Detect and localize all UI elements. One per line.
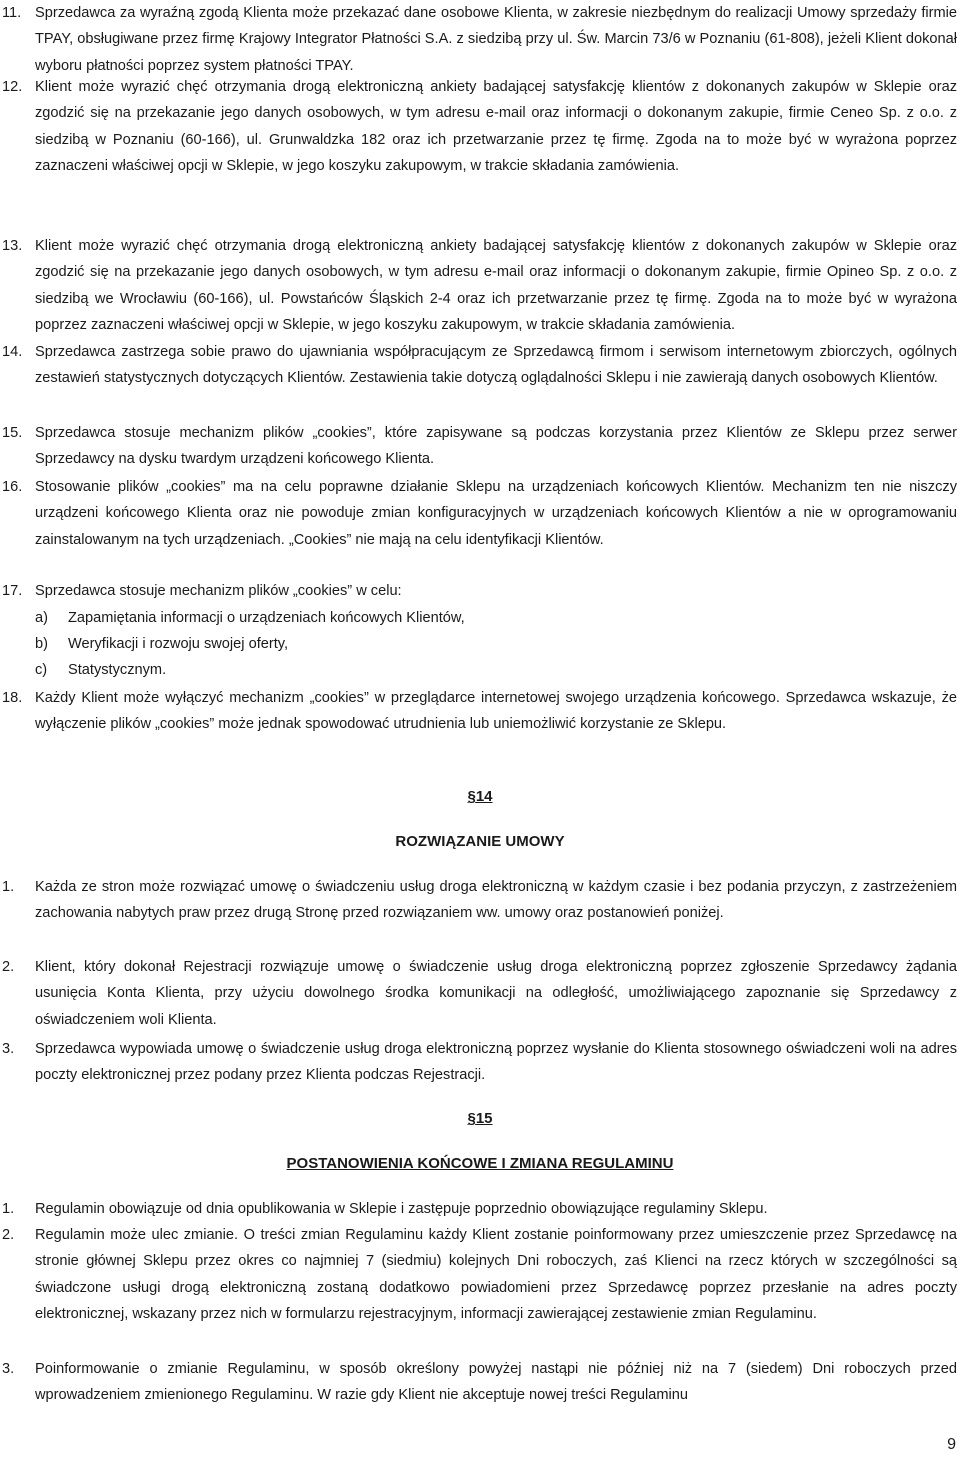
item-text: Sprzedawca zastrzega sobie prawo do ujawniania współpracującym ze Sprzedawcą firmom i serwisom internetowym zbiorczych, ogólnych zestawień statystycznych dotyczących Klientów. Zestawienia takie dotyczą oglądalności Sklepu i nie zawierają danych osobowych Klientów. xyxy=(35,344,957,387)
item-text: Poinformowanie o zmianie Regulaminu, w sposób określony powyżej nastąpi nie później niż na 7 (siedem) Dni roboczych przed wprowadzeniem zmienionego Regulaminu. W razie gdy Klient nie akceptuje nowej treści Regulaminu xyxy=(35,1361,957,1404)
section-number: §15 xyxy=(467,1110,493,1127)
section-heading-number xyxy=(0,788,960,805)
sublist-letter: b) xyxy=(35,636,48,652)
item-text: Sprzedawca wypowiada umowę o świadczenie usług droga elektroniczną poprzez wysłanie do Klienta stosownego oświadczeni woli na adres poczty elektronicznej przez podany przez Klienta podczas Rejestracji. xyxy=(35,1041,957,1084)
item-number: 2. xyxy=(2,1227,15,1243)
item-text: Klient może wyrazić chęć otrzymania drogą elektroniczną ankiety badającej satysfakcję klientów z dokonanych zakupów w Sklepie oraz zgodzić się na przekazanie jego danych osobowych, w tym adresu e-mail oraz informacji o dokonanym zakupie, firmie Opineo Sp. z o.o. z siedzibą we Wrocławiu (60-166), ul. Powstańców Śląskich 2-4 oraz ich przetwarzanie przez tę firmę. Zgoda na to może być w wyrażona poprzez zaznaczeni właściwej opcji w Sklepie, w jego koszyku zakupowym, w trakcie składania zamówienia. xyxy=(35,238,957,334)
item-text: Klient może wyrazić chęć otrzymania drogą elektroniczną ankiety badającej satysfakcję klientów z dokonanych zakupów w Sklepie oraz zgodzić się na przekazanie jego danych osobowych, w tym adresu e-mail oraz informacji o dokonanym zakupie, firmie Ceneo Sp. z o.o. z siedzibą w Poznaniu (60-166), ul. Grunwaldzka 182 oraz ich przetwarzanie przez tę firmę. Zgoda na to może być w wyrażona poprzez zaznaczeni właściwej opcji w Sklepie, w jego koszyku zakupowym, w trakcie składania zamówienia. xyxy=(35,79,957,175)
section-number-value: 15 xyxy=(475,1110,493,1127)
item-number: 18. xyxy=(2,690,23,706)
item-number: 1. xyxy=(2,879,15,895)
list-item xyxy=(0,0,960,79)
section-number: §14 xyxy=(467,788,493,805)
item-number: 3. xyxy=(2,1041,15,1057)
list-item xyxy=(0,233,960,339)
item-text: Stosowanie plików „cookies” ma na celu poprawne działanie Sklepu na urządzeniach końcowych Klientów. Mechanizm ten nie niszczy urządzeni końcowego Klienta oraz nie powoduje zmian konfiguracyjnych w urządzeniach końcowych Klientów a nie w oprogramowaniu zainstalowanym na tych urządzeniach. „Cookies” nie mają na celu identyfikacji Klientów. xyxy=(35,479,957,548)
item-number: 15. xyxy=(2,425,23,441)
item-text: Regulamin obowiązuje od dnia opublikowania w Sklepie i zastępuje poprzednio obowiązujące regulaminy Sklepu. xyxy=(35,1201,768,1217)
list-item xyxy=(0,1356,960,1409)
item-text: Regulamin może ulec zmianie. O treści zmian Regulaminu każdy Klient zostanie poinformowany przez umieszczenie przez Sprzedawcę na stronie głównej Sklepu przez okres co najmniej 7 (siedmiu) kolejnych Dni roboczych, zaś Klienci na rzecz których w szczególności są świadczone usługi drogą elektroniczną zostaną dodatkowo powiadomieni przez Sprzedawcę poprzez przesłanie na adres poczty elektronicznej, wskazany przez nich w formularzu rejestracyjnym, informacji zawierającej zestawienie zmian Regulaminu. xyxy=(35,1227,957,1323)
item-number: 17. xyxy=(2,583,23,599)
list-item xyxy=(0,1196,960,1222)
item-number: 1. xyxy=(2,1201,15,1217)
sublist-item xyxy=(35,657,166,683)
item-text: Sprzedawca stosuje mechanizm plików „cookies”, które zapisywane są podczas korzystania przez Klientów ze Sklepu przez serwer Sprzedawcy na dysku twardym urządzeni końcowego Klienta. xyxy=(35,425,957,468)
item-number: 14. xyxy=(2,344,23,360)
section-heading-number xyxy=(0,1110,960,1127)
item-text: Klient, który dokonał Rejestracji rozwiązuje umowę o świadczenie usług droga elektroniczną poprzez zgłoszenie Sprzedawcy żądania usunięcia Konta Klienta, przy użyciu dowolnego środka komunikacji na odległość, umożliwiającego zapoznanie się Sprzedawcy z oświadczeniem woli Klienta. xyxy=(35,959,957,1028)
list-item xyxy=(0,420,960,473)
sublist-item xyxy=(35,631,288,657)
item-number: 2. xyxy=(2,959,15,975)
list-item xyxy=(0,1222,960,1328)
item-number: 11. xyxy=(2,5,22,21)
sublist-item xyxy=(35,605,465,631)
list-item xyxy=(0,874,960,927)
list-item xyxy=(0,474,960,553)
list-item xyxy=(0,578,960,604)
section-number-value: 14 xyxy=(475,788,493,805)
item-number: 12. xyxy=(2,79,23,95)
item-number: 16. xyxy=(2,479,23,495)
list-item xyxy=(0,1036,960,1089)
section-title: ROZWIĄZANIE UMOWY xyxy=(395,833,565,850)
sublist-letter: a) xyxy=(35,610,48,626)
section-title-text: POSTANOWIENIA KOŃCOWE I ZMIANA REGULAMINU xyxy=(286,1155,674,1172)
page-number: 9 xyxy=(947,1436,956,1453)
sublist-text: Weryfikacji i rozwoju swojej oferty, xyxy=(68,636,289,652)
list-item xyxy=(0,339,960,392)
item-text: Każda ze stron może rozwiązać umowę o świadczeniu usług droga elektroniczną w każdym czasie i bez podania przyczyn, z zastrzeżeniem zachowania nabytych praw przez drugą Stronę przed rozwiązaniem ww. umowy oraz postanowień poniżej. xyxy=(35,879,957,922)
item-number: 3. xyxy=(2,1361,15,1377)
sublist-letter: c) xyxy=(35,662,48,678)
sublist-text: Zapamiętania informacji o urządzeniach końcowych Klientów, xyxy=(68,610,465,626)
item-number: 13. xyxy=(2,238,23,254)
item-text: Każdy Klient może wyłączyć mechanizm „cookies” w przeglądarce internetowej swojego urządzenia końcowego. Sprzedawca wskazuje, że wyłączenie plików „cookies” może jednak spowodować utrudnienia lub uniemożliwić korzystanie ze Sklepu. xyxy=(35,690,957,733)
list-item xyxy=(0,74,960,180)
list-item xyxy=(0,954,960,1033)
section-title xyxy=(0,1155,960,1172)
item-text: Sprzedawca za wyraźną zgodą Klienta może przekazać dane osobowe Klienta, w zakresie niezbędnym do realizacji Umowy sprzedaży firmie TPAY, obsługiwane przez firmę Krajowy Integrator Płatności S.A. z siedzibą przy ul. Św. Marcin 73/6 w Poznaniu (61-808), jeżeli Klient dokonał wyboru płatności poprzez system płatności TPAY. xyxy=(35,5,957,74)
item-text: Sprzedawca stosuje mechanizm plików „cookies” w celu: xyxy=(35,583,402,599)
sublist-text: Statystycznym. xyxy=(68,662,167,678)
list-item xyxy=(0,685,960,738)
